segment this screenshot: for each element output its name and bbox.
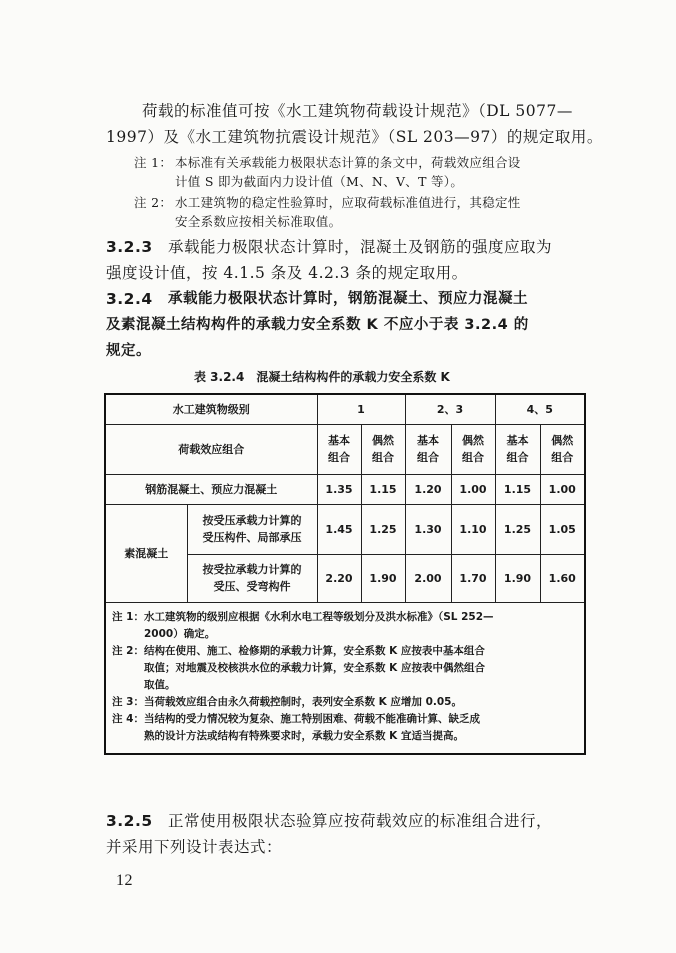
table-note-2-l1: 注 2：结构在使用、施工、检修期的承载力计算，安全系数 K 应按表中基本组合: [112, 644, 485, 657]
note2-label: 注 2：: [134, 195, 173, 210]
table-cell: 1.05: [540, 504, 585, 554]
combo-basic-2: 基本 组合: [405, 424, 451, 474]
table-cell: 1.90: [495, 554, 540, 602]
section-3-2-3-line1: 承载能力极限状态计算时，混凝土及钢筋的强度应取为: [168, 238, 553, 256]
level-header: 水工建筑物级别: [105, 394, 317, 424]
table-cell: 1.90: [361, 554, 405, 602]
table-cell: 1.70: [451, 554, 495, 602]
level-1: 1: [317, 394, 405, 424]
table-cell: 1.15: [361, 474, 405, 504]
table-cell: 2.20: [317, 554, 361, 602]
level-2-3: 2、3: [405, 394, 495, 424]
table-cell: 1.30: [405, 504, 451, 554]
table-note-4-l1: 注 4：当结构的受力情况较为复杂、施工特别困难、荷载不能准确计算、缺乏成: [112, 712, 480, 725]
table-cell: 1.00: [540, 474, 585, 504]
table-note-1-l2: 2000）确定。: [144, 627, 216, 640]
table-cell: 1.25: [361, 504, 405, 554]
note1-label: 注 1：: [134, 155, 173, 170]
row-label-plain-concrete: 素混凝土: [105, 504, 187, 602]
table-notes: [105, 602, 585, 754]
section-3-2-4-line3: 规定。: [106, 343, 151, 359]
section-3-2-3-line2: 强度设计值，按 4.1.5 条及 4.2.3 条的规定取用。: [106, 264, 468, 282]
table-caption: 表 3.2.4 混凝土结构构件的承载力安全系数 K: [194, 370, 450, 384]
table-cell: 1.10: [451, 504, 495, 554]
section-3-2-5-line2: 并采用下列设计表达式：: [106, 838, 283, 856]
section-3-2-4-line1: 承载能力极限状态计算时，钢筋混凝土、预应力混凝土: [168, 291, 528, 307]
combo-basic-1: 基本 组合: [317, 424, 361, 474]
level-4-5: 4、5: [495, 394, 585, 424]
table-row: [105, 504, 585, 554]
combo-accidental-3: 偶然 组合: [540, 424, 585, 474]
table-note-4-l2: 熟的设计方法或结构有特殊要求时，承载力安全系数 K 宜适当提高。: [144, 729, 464, 742]
table-note-3-l1: 注 3：当荷载效应组合由永久荷载控制时，表列安全系数 K 应增加 0.05。: [112, 695, 462, 708]
row-label-reinforced: 钢筋混凝土、预应力混凝土: [105, 474, 317, 504]
page-number: 12: [116, 872, 133, 889]
combo-header: 荷载效应组合: [105, 424, 317, 474]
table-note-2-l3: 取值。: [144, 678, 176, 691]
table-cell: 1.00: [451, 474, 495, 504]
table-cell: 1.60: [540, 554, 585, 602]
safety-factor-table: [104, 393, 586, 755]
table-notes-row: [105, 602, 585, 754]
combo-basic-3: 基本 组合: [495, 424, 540, 474]
table-cell: 2.00: [405, 554, 451, 602]
section-3-2-5-line1: 正常使用极限状态验算应按荷载效应的标准组合进行，: [168, 812, 553, 830]
row-label-tension: 按受拉承载力计算的 受压、受弯构件: [187, 554, 317, 602]
combo-accidental-1: 偶然 组合: [361, 424, 405, 474]
note1-line1: 本标准有关承载能力极限状态计算的条文中，荷载效应组合设: [175, 155, 521, 170]
table-note-2-l2: 取值；对地震及校核洪水位的承载力计算，安全系数 K 应按表中偶然组合: [144, 661, 485, 674]
section-3-2-4-line2: 及素混凝土结构构件的承载力安全系数 K 不应小于表 3.2.4 的: [106, 317, 529, 333]
table-cell: 1.35: [317, 474, 361, 504]
table-cell: 1.15: [495, 474, 540, 504]
para1-line2: 1997）及《水工建筑物抗震设计规范》（SL 203—97）的规定取用。: [106, 128, 603, 146]
note2-line2: 安全系数应按相关标准取值。: [175, 214, 342, 229]
section-3-2-4-number: 3.2.4: [106, 290, 153, 308]
table-cell: 1.45: [317, 504, 361, 554]
table-row-level: [105, 394, 585, 424]
table-row-combo: [105, 424, 585, 474]
combo-accidental-2: 偶然 组合: [451, 424, 495, 474]
note1-line2: 计值 S 即为截面内力设计值（M、N、V、T 等）。: [175, 174, 464, 189]
note2-line1: 水工建筑物的稳定性验算时，应取荷载标准值进行，其稳定性: [175, 195, 521, 210]
table-row: [105, 474, 585, 504]
section-3-2-3-number: 3.2.3: [106, 238, 153, 256]
section-3-2-5-number: 3.2.5: [106, 812, 153, 830]
table-note-1-l1: 注 1：水工建筑物的级别应根据《水利水电工程等级划分及洪水标准》（SL 252—: [112, 610, 494, 623]
row-label-compression: 按受压承载力计算的 受压构件、局部承压: [187, 504, 317, 554]
table-cell: 1.25: [495, 504, 540, 554]
table-cell: 1.20: [405, 474, 451, 504]
para1-line1: 荷载的标准值可按《水工建筑物荷载设计规范》（DL 5077—: [142, 102, 573, 120]
